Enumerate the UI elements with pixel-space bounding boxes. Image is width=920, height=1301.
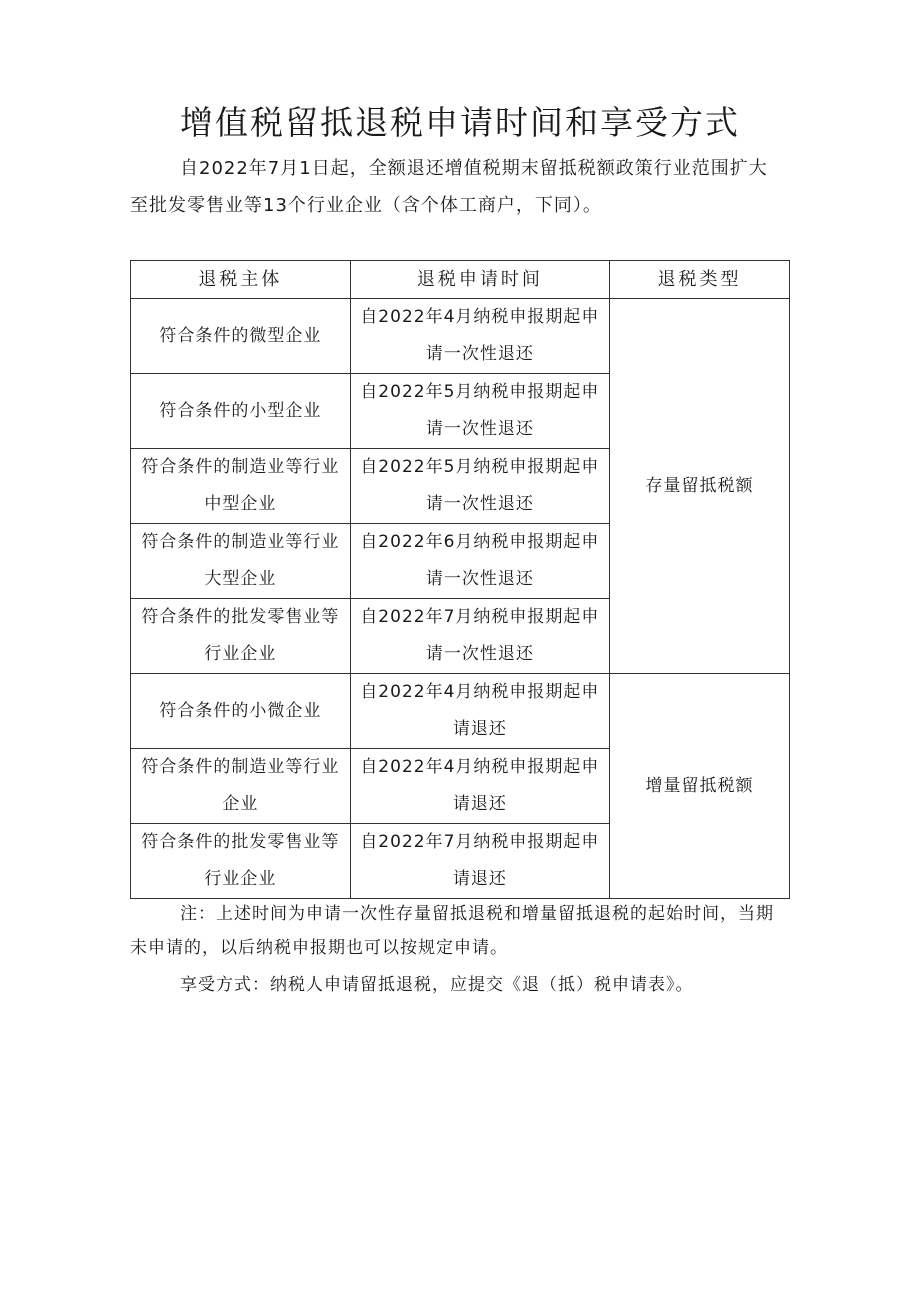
header-type: 退税类型 xyxy=(610,261,790,299)
time-cell: 自2022年6月纳税申报期起申请一次性退还 xyxy=(350,524,609,599)
subject-cell: 符合条件的批发零售业等行业企业 xyxy=(131,599,351,674)
table-row xyxy=(131,299,790,374)
time-cell: 自2022年5月纳税申报期起申请一次性退还 xyxy=(350,374,609,449)
subject-cell: 符合条件的批发零售业等行业企业 xyxy=(131,824,351,899)
subject-cell: 符合条件的制造业等行业大型企业 xyxy=(131,524,351,599)
intro-paragraph: 自2022年7月1日起，全额退还增值税期末留抵税额政策行业范围扩大至批发零售业等13个行业企业（含个体工商户，下同）。 xyxy=(130,158,768,216)
subject-cell: 符合条件的小微企业 xyxy=(131,674,351,749)
subject-cell: 符合条件的微型企业 xyxy=(131,299,351,374)
subject-cell: 符合条件的制造业等行业企业 xyxy=(131,749,351,824)
refund-table xyxy=(130,260,790,899)
time-cell: 自2022年7月纳税申报期起申请一次性退还 xyxy=(350,599,609,674)
table-row xyxy=(131,674,790,749)
time-cell: 自2022年4月纳税申报期起申请退还 xyxy=(350,674,609,749)
type-cell-stock: 存量留抵税额 xyxy=(610,299,790,674)
subject-cell: 符合条件的小型企业 xyxy=(131,374,351,449)
enjoy-method-paragraph: 享受方式：纳税人申请留抵退税，应提交《退（抵）税申请表》。 xyxy=(180,975,694,995)
subject-cell: 符合条件的制造业等行业中型企业 xyxy=(131,449,351,524)
header-time: 退税申请时间 xyxy=(350,261,609,299)
table-header-row xyxy=(131,261,790,299)
document-title: 增值税留抵退税申请时间和享受方式 xyxy=(180,103,740,142)
time-cell: 自2022年5月纳税申报期起申请一次性退还 xyxy=(350,449,609,524)
time-cell: 自2022年4月纳税申报期起申请退还 xyxy=(350,749,609,824)
note-paragraph: 注：上述时间为申请一次性存量留抵退税和增量留抵退税的起始时间，当期未申请的，以后纳税申报期也可以按规定申请。 xyxy=(130,904,774,958)
time-cell: 自2022年7月纳税申报期起申请退还 xyxy=(350,824,609,899)
time-cell: 自2022年4月纳税申报期起申请一次性退还 xyxy=(350,299,609,374)
type-cell-incremental: 增量留抵税额 xyxy=(610,674,790,899)
header-subject: 退税主体 xyxy=(131,261,351,299)
